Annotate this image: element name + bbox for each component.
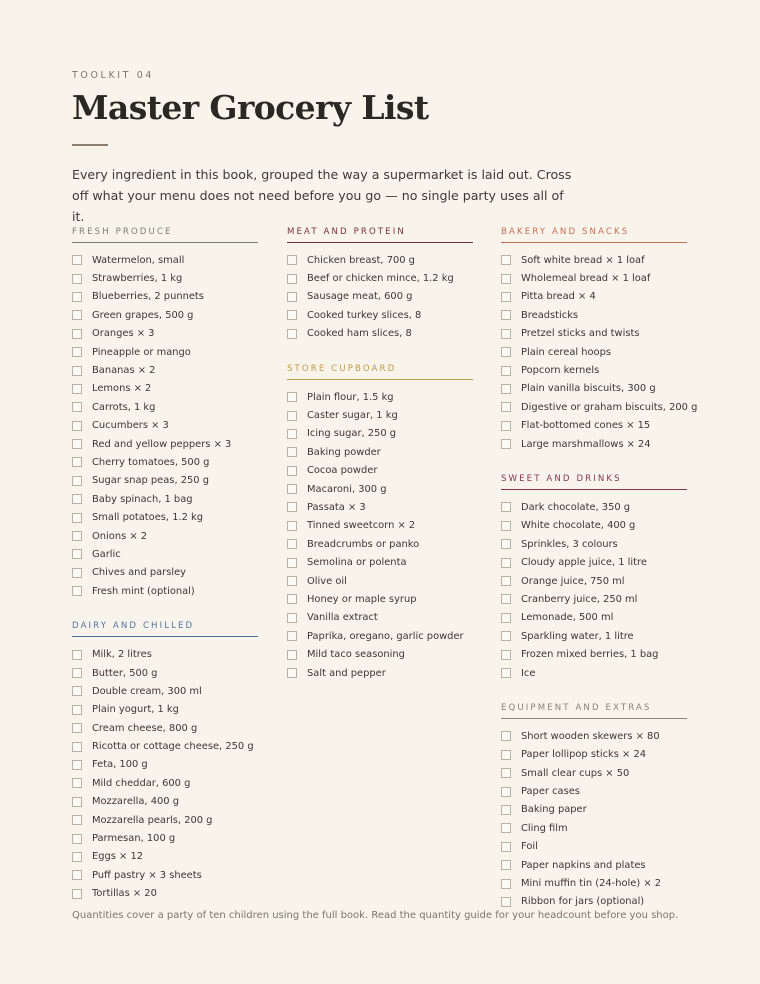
list-item (287, 535, 473, 553)
checkbox[interactable] (72, 366, 82, 376)
list-item (501, 343, 687, 361)
list-item (501, 572, 687, 590)
list-item (287, 480, 473, 498)
checkbox[interactable] (501, 292, 511, 302)
checkbox[interactable] (72, 476, 82, 486)
list-item (287, 388, 473, 406)
list-item (501, 893, 687, 911)
checkbox[interactable] (501, 860, 511, 870)
list-item (72, 885, 258, 903)
section-heading: MEAT AND PROTEIN (287, 227, 473, 243)
list-item (72, 251, 258, 269)
item-label: Green grapes, 500 g (92, 309, 194, 321)
list-item (287, 288, 473, 306)
item-label: Tortillas × 20 (92, 888, 157, 900)
checkbox[interactable] (72, 329, 82, 339)
list-item (501, 417, 687, 435)
checkbox[interactable] (287, 447, 297, 457)
checkbox[interactable] (501, 402, 511, 412)
item-label: Baby spinach, 1 bag (92, 493, 193, 505)
list-item (72, 645, 258, 663)
list-item (72, 866, 258, 884)
item-label: Butter, 500 g (92, 667, 158, 679)
list-item (287, 462, 473, 480)
checkbox[interactable] (287, 392, 297, 402)
item-label: Digestive or graham biscuits, 200 g (521, 401, 698, 413)
toolkit-kicker: TOOLKIT 04 (72, 70, 154, 81)
item-label: Cocoa powder (307, 465, 378, 477)
list-item (287, 425, 473, 443)
list-item (287, 443, 473, 461)
item-label: Red and yellow peppers × 3 (92, 438, 232, 450)
list-item (72, 848, 258, 866)
checkbox[interactable] (501, 823, 511, 833)
section-heading: DAIRY AND CHILLED (72, 621, 258, 637)
item-label: Plain cereal hoops (521, 346, 612, 358)
checkbox[interactable] (72, 531, 82, 541)
item-label: Fresh mint (optional) (92, 585, 195, 597)
checkbox[interactable] (72, 384, 82, 394)
item-label: Sausage meat, 600 g (307, 291, 413, 303)
section-gap (501, 682, 687, 703)
checkbox[interactable] (72, 347, 82, 357)
list-item (501, 627, 687, 645)
item-label: Mini muffin tin (24-hole) × 2 (521, 878, 662, 890)
list-item (287, 572, 473, 590)
item-label: Parmesan, 100 g (92, 833, 176, 845)
item-label: Pitta bread × 4 (521, 291, 596, 303)
section-gap (501, 453, 687, 474)
item-label: Oranges × 3 (92, 328, 155, 340)
checkbox[interactable] (72, 686, 82, 696)
checkbox[interactable] (287, 502, 297, 512)
list-item (287, 406, 473, 424)
item-label: Small clear cups × 50 (521, 767, 630, 779)
list-item (72, 490, 258, 508)
list-item (287, 664, 473, 682)
section-equipment-and-extras (501, 703, 687, 911)
checkbox[interactable] (501, 897, 511, 907)
list-item (501, 251, 687, 269)
item-label: Breadsticks (521, 309, 579, 321)
checkbox[interactable] (72, 742, 82, 752)
checkbox[interactable] (501, 576, 511, 586)
checkbox[interactable] (72, 723, 82, 733)
list-item (72, 435, 258, 453)
section-gap (72, 600, 258, 621)
item-label: Cooked turkey slices, 8 (307, 309, 422, 321)
checkbox[interactable] (501, 421, 511, 431)
item-label: Plain yogurt, 1 kg (92, 704, 179, 716)
item-label: Cucumbers × 3 (92, 420, 169, 432)
item-label: Salt and pepper (307, 667, 386, 679)
item-label: Cranberry juice, 250 ml (521, 593, 638, 605)
item-label: Paper lollipop sticks × 24 (521, 749, 647, 761)
item-label: Cherry tomatoes, 500 g (92, 456, 210, 468)
item-label: Olive oil (307, 575, 347, 587)
item-label: Sprinkles, 3 colours (521, 538, 618, 550)
checkbox[interactable] (72, 797, 82, 807)
title-underline (72, 144, 108, 146)
checkbox[interactable] (72, 292, 82, 302)
checkbox[interactable] (501, 329, 511, 339)
checkbox[interactable] (501, 439, 511, 449)
column-3 (501, 227, 698, 911)
item-label: Bananas × 2 (92, 365, 156, 377)
checkbox[interactable] (501, 731, 511, 741)
item-label: Dark chocolate, 350 g (521, 501, 631, 513)
checkbox[interactable] (72, 668, 82, 678)
list-item (501, 874, 687, 892)
section-store-cupboard (287, 364, 473, 682)
list-item (501, 782, 687, 800)
item-label: Cloudy apple juice, 1 litre (521, 557, 647, 569)
checkbox[interactable] (287, 650, 297, 660)
list-item (501, 590, 687, 608)
item-label: Honey or maple syrup (307, 593, 417, 605)
item-label: Paper napkins and plates (521, 859, 646, 871)
item-label: Icing sugar, 250 g (307, 428, 397, 440)
checkbox[interactable] (287, 466, 297, 476)
checkbox[interactable] (72, 586, 82, 596)
item-label: Short wooden skewers × 80 (521, 730, 660, 742)
item-label: Soft white bread × 1 loaf (521, 254, 645, 266)
checkbox[interactable] (72, 549, 82, 559)
checkbox[interactable] (287, 329, 297, 339)
checkbox[interactable] (287, 484, 297, 494)
item-label: Sugar snap peas, 250 g (92, 475, 209, 487)
item-label: Mild cheddar, 600 g (92, 777, 191, 789)
checkbox[interactable] (72, 705, 82, 715)
list-item (501, 498, 687, 516)
checkbox[interactable] (72, 439, 82, 449)
list-item (72, 664, 258, 682)
list-item (501, 609, 687, 627)
list-item (501, 380, 687, 398)
item-label: Paprika, oregano, garlic powder (307, 630, 464, 642)
list-item (72, 306, 258, 324)
list-item (501, 746, 687, 764)
checkbox[interactable] (501, 805, 511, 815)
list-item (501, 664, 687, 682)
item-label: Mozzarella, 400 g (92, 796, 179, 808)
checkbox[interactable] (501, 366, 511, 376)
list-item (501, 645, 687, 663)
list-item (72, 269, 258, 287)
section-fresh-produce (72, 227, 258, 600)
checkbox[interactable] (72, 513, 82, 523)
checkbox[interactable] (287, 255, 297, 265)
section-heading: EQUIPMENT AND EXTRAS (501, 703, 687, 719)
item-label: Plain flour, 1.5 kg (307, 391, 394, 403)
item-label: Blueberries, 2 punnets (92, 291, 204, 303)
checkbox[interactable] (501, 787, 511, 797)
checkbox[interactable] (72, 402, 82, 412)
list-item (72, 508, 258, 526)
item-label: Wholemeal bread × 1 loaf (521, 273, 651, 285)
list-item (72, 288, 258, 306)
list-item (501, 819, 687, 837)
list-item (501, 553, 687, 571)
item-label: Large marshmallows × 24 (521, 438, 651, 450)
item-label: Pretzel sticks and twists (521, 328, 640, 340)
item-list (501, 251, 698, 453)
item-label: Orange juice, 750 ml (521, 575, 625, 587)
list-item (501, 727, 687, 745)
list-item (72, 682, 258, 700)
checkbox[interactable] (287, 292, 297, 302)
list-item (287, 269, 473, 287)
checkbox[interactable] (72, 870, 82, 880)
list-item (501, 838, 687, 856)
list-item (287, 553, 473, 571)
item-label: Macaroni, 300 g (307, 483, 387, 495)
item-label: Ice (521, 667, 536, 679)
section-gap (287, 343, 473, 364)
list-item (72, 545, 258, 563)
checkbox[interactable] (72, 421, 82, 431)
checkbox[interactable] (501, 594, 511, 604)
footer-note: Quantities cover a party of ten children using the full book. Read the quantity guide for your headcount before you shop. (72, 910, 679, 921)
list-item (287, 325, 473, 343)
checkbox[interactable] (501, 750, 511, 760)
item-label: White chocolate, 400 g (521, 520, 636, 532)
item-label: Passata × 3 (307, 501, 366, 513)
item-label: Ricotta or cottage cheese, 250 g (92, 741, 254, 753)
checkbox[interactable] (501, 668, 511, 678)
item-list (72, 645, 258, 902)
checkbox[interactable] (72, 852, 82, 862)
list-item (287, 590, 473, 608)
item-label: Sparkling water, 1 litre (521, 630, 634, 642)
list-item (501, 398, 698, 416)
checkbox[interactable] (287, 668, 297, 678)
item-list (72, 251, 258, 600)
list-item (72, 398, 258, 416)
checkbox[interactable] (501, 539, 511, 549)
checkbox[interactable] (501, 842, 511, 852)
list-item (501, 856, 687, 874)
checkbox[interactable] (287, 274, 297, 284)
checkbox[interactable] (501, 768, 511, 778)
checkbox[interactable] (501, 613, 511, 623)
list-item (72, 417, 258, 435)
list-item (72, 793, 258, 811)
item-label: Carrots, 1 kg (92, 401, 156, 413)
item-label: Puff pastry × 3 sheets (92, 869, 202, 881)
item-label: Breadcrumbs or panko (307, 538, 420, 550)
section-heading: SWEET AND DRINKS (501, 474, 687, 490)
checkbox[interactable] (501, 521, 511, 531)
item-list (501, 727, 687, 911)
list-item (72, 564, 258, 582)
item-label: Milk, 2 litres (92, 649, 152, 661)
list-item (501, 517, 687, 535)
list-item (287, 306, 473, 324)
list-item (501, 764, 687, 782)
column-2 (287, 227, 473, 682)
list-item (72, 737, 258, 755)
item-list (287, 251, 473, 343)
item-label: Onions × 2 (92, 530, 148, 542)
section-sweet-and-drinks (501, 474, 687, 682)
item-label: Baking paper (521, 804, 587, 816)
list-item (287, 498, 473, 516)
list-item (287, 251, 473, 269)
item-label: Strawberries, 1 kg (92, 273, 183, 285)
list-item (72, 472, 258, 490)
item-label: Popcorn kernels (521, 365, 600, 377)
checkbox[interactable] (501, 384, 511, 394)
item-label: Cling film (521, 822, 568, 834)
checkbox[interactable] (501, 631, 511, 641)
list-item (501, 361, 687, 379)
checkbox[interactable] (72, 310, 82, 320)
section-heading: FRESH PRODUCE (72, 227, 258, 243)
list-item (72, 361, 258, 379)
item-label: Pineapple or mango (92, 346, 191, 358)
list-item (501, 435, 687, 453)
list-item (287, 609, 473, 627)
checkbox[interactable] (287, 576, 297, 586)
checkbox[interactable] (72, 650, 82, 660)
item-label: Vanilla extract (307, 612, 378, 624)
checkbox[interactable] (72, 760, 82, 770)
item-label: Eggs × 12 (92, 851, 144, 863)
checkbox[interactable] (287, 558, 297, 568)
item-label: Semolina or polenta (307, 557, 407, 569)
list-item (72, 453, 258, 471)
list-item (287, 645, 473, 663)
checkbox[interactable] (72, 889, 82, 899)
item-label: Lemons × 2 (92, 383, 152, 395)
checkbox[interactable] (72, 568, 82, 578)
checkbox[interactable] (72, 778, 82, 788)
list-item (501, 325, 687, 343)
checkbox[interactable] (72, 255, 82, 265)
checkbox[interactable] (501, 274, 511, 284)
checkbox[interactable] (287, 310, 297, 320)
item-label: Watermelon, small (92, 254, 185, 266)
list-item (501, 269, 687, 287)
item-label: Flat-bottomed cones × 15 (521, 420, 651, 432)
item-label: Beef or chicken mince, 1.2 kg (307, 273, 454, 285)
list-item (501, 801, 687, 819)
checkbox[interactable] (287, 594, 297, 604)
item-label: Garlic (92, 548, 121, 560)
list-item (72, 527, 258, 545)
list-item (501, 306, 687, 324)
section-bakery-and-snacks (501, 227, 698, 453)
item-label: Foil (521, 841, 538, 853)
checkbox[interactable] (72, 274, 82, 284)
list-item (72, 582, 258, 600)
item-label: Frozen mixed berries, 1 bag (521, 649, 659, 661)
checkbox[interactable] (501, 347, 511, 357)
section-heading: BAKERY AND SNACKS (501, 227, 687, 243)
item-label: Cream cheese, 800 g (92, 722, 198, 734)
item-label: Ribbon for jars (optional) (521, 896, 645, 908)
checkbox[interactable] (287, 521, 297, 531)
item-list (501, 498, 687, 682)
checkbox[interactable] (501, 310, 511, 320)
checkbox[interactable] (287, 429, 297, 439)
item-label: Cooked ham slices, 8 (307, 328, 412, 340)
item-label: Paper cases (521, 786, 580, 798)
checkbox[interactable] (287, 539, 297, 549)
item-label: Lemonade, 500 ml (521, 612, 614, 624)
list-item (72, 756, 258, 774)
checkbox[interactable] (72, 457, 82, 467)
checkbox[interactable] (287, 631, 297, 641)
item-list (287, 388, 473, 682)
list-item (501, 535, 687, 553)
item-label: Double cream, 300 ml (92, 685, 202, 697)
item-label: Plain vanilla biscuits, 300 g (521, 383, 656, 395)
checkbox[interactable] (501, 502, 511, 512)
item-label: Chicken breast, 700 g (307, 254, 415, 266)
checkbox[interactable] (287, 411, 297, 421)
page-title: Master Grocery List (72, 88, 429, 127)
list-item (72, 829, 258, 847)
list-item (72, 719, 258, 737)
section-dairy-and-chilled (72, 621, 258, 902)
item-label: Tinned sweetcorn × 2 (307, 520, 416, 532)
checkbox[interactable] (72, 494, 82, 504)
section-meat-and-protein (287, 227, 473, 343)
item-label: Chives and parsley (92, 567, 187, 579)
list-item (72, 380, 258, 398)
checkbox[interactable] (501, 650, 511, 660)
list-item (287, 517, 473, 535)
item-label: Mozzarella pearls, 200 g (92, 814, 213, 826)
checkbox[interactable] (501, 255, 511, 265)
list-item (72, 811, 258, 829)
checkbox[interactable] (72, 815, 82, 825)
column-1 (72, 227, 258, 903)
item-label: Mild taco seasoning (307, 649, 405, 661)
list-item (72, 325, 258, 343)
list-item (72, 774, 258, 792)
list-item (287, 627, 473, 645)
checkbox[interactable] (72, 834, 82, 844)
item-label: Feta, 100 g (92, 759, 148, 771)
intro-paragraph: Every ingredient in this book, grouped the way a supermarket is laid out. Cross off what your menu does not need before you go — no single party uses all of it. (72, 167, 572, 224)
list-item (72, 701, 258, 719)
item-label: Caster sugar, 1 kg (307, 410, 398, 422)
list-item (72, 343, 258, 361)
section-heading: STORE CUPBOARD (287, 364, 473, 380)
item-label: Small potatoes, 1.2 kg (92, 512, 204, 524)
item-label: Baking powder (307, 446, 381, 458)
checkbox[interactable] (501, 879, 511, 889)
checkbox[interactable] (287, 613, 297, 623)
checkbox[interactable] (501, 558, 511, 568)
list-item (501, 288, 687, 306)
